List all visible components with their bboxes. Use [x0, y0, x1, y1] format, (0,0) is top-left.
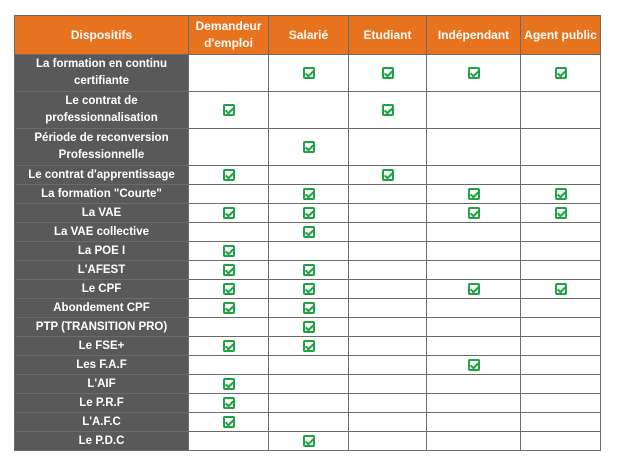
check-square-icon — [303, 302, 315, 314]
table-cell — [349, 92, 427, 129]
table-cell — [269, 413, 349, 432]
table-row — [15, 356, 601, 375]
check-square-icon — [303, 207, 315, 219]
check-square-icon — [382, 104, 394, 116]
table-cell — [189, 413, 269, 432]
table-cell — [427, 261, 521, 280]
table-row — [15, 166, 601, 185]
check-square-icon — [555, 207, 567, 219]
row-label: L'AIF — [15, 375, 189, 394]
table-cell — [189, 55, 269, 92]
table-cell — [189, 166, 269, 185]
table-cell — [521, 204, 601, 223]
row-label: Le contrat de professionnalisation — [15, 92, 189, 129]
column-header-demandeur-emploi: Demandeur d'emploi — [189, 16, 269, 55]
check-square-icon — [303, 435, 315, 447]
check-square-icon — [223, 207, 235, 219]
table-cell — [427, 280, 521, 299]
table-cell — [349, 223, 427, 242]
check-square-icon — [223, 416, 235, 428]
table-cell — [269, 185, 349, 204]
table-cell — [349, 299, 427, 318]
table-cell — [521, 337, 601, 356]
table-cell — [189, 356, 269, 375]
check-square-icon — [303, 321, 315, 333]
table-row — [15, 204, 601, 223]
check-square-icon — [382, 169, 394, 181]
check-square-icon — [303, 188, 315, 200]
check-square-icon — [303, 226, 315, 238]
table-cell — [269, 223, 349, 242]
check-square-icon — [468, 67, 480, 79]
table-row — [15, 375, 601, 394]
table-cell — [427, 318, 521, 337]
table-cell — [427, 337, 521, 356]
table-cell — [427, 185, 521, 204]
table-cell — [427, 55, 521, 92]
table-cell — [189, 280, 269, 299]
table-cell — [189, 185, 269, 204]
row-label: L'A.F.C — [15, 413, 189, 432]
table-cell — [349, 261, 427, 280]
table-cell — [427, 223, 521, 242]
table-cell — [349, 280, 427, 299]
row-label: Le contrat d'apprentissage — [15, 166, 189, 185]
table-cell — [521, 92, 601, 129]
table-row — [15, 299, 601, 318]
table-cell — [189, 299, 269, 318]
column-header-independant: Indépendant — [427, 16, 521, 55]
table-cell — [427, 166, 521, 185]
table-row — [15, 129, 601, 166]
table-body — [15, 55, 601, 451]
table-cell — [189, 394, 269, 413]
table-row — [15, 223, 601, 242]
table-cell — [269, 299, 349, 318]
table-cell — [189, 242, 269, 261]
table-cell — [349, 242, 427, 261]
row-label: La VAE — [15, 204, 189, 223]
row-label: Le FSE+ — [15, 337, 189, 356]
table-cell — [269, 242, 349, 261]
table-cell — [349, 185, 427, 204]
check-square-icon — [223, 378, 235, 390]
table-cell — [427, 394, 521, 413]
table-row — [15, 413, 601, 432]
row-label: Abondement CPF — [15, 299, 189, 318]
table-cell — [349, 356, 427, 375]
table-cell — [349, 375, 427, 394]
table-row — [15, 55, 601, 92]
check-square-icon — [468, 359, 480, 371]
check-square-icon — [555, 283, 567, 295]
check-square-icon — [223, 169, 235, 181]
table-cell — [269, 394, 349, 413]
check-square-icon — [223, 283, 235, 295]
table-cell — [521, 166, 601, 185]
table-cell — [189, 261, 269, 280]
table-cell — [521, 432, 601, 451]
row-label: La formation "Courte" — [15, 185, 189, 204]
table-cell — [349, 55, 427, 92]
row-label: Le CPF — [15, 280, 189, 299]
column-header-salarie: Salarié — [269, 16, 349, 55]
check-square-icon — [555, 188, 567, 200]
row-label: Période de reconversion Professionnelle — [15, 129, 189, 166]
table-cell — [189, 129, 269, 166]
table-cell — [521, 413, 601, 432]
row-label: L'AFEST — [15, 261, 189, 280]
table-cell — [521, 394, 601, 413]
table-cell — [521, 299, 601, 318]
row-label: Les F.A.F — [15, 356, 189, 375]
column-header-agent-public: Agent public — [521, 16, 601, 55]
check-square-icon — [303, 283, 315, 295]
table-cell — [349, 204, 427, 223]
table-cell — [269, 261, 349, 280]
table-cell — [349, 394, 427, 413]
table-cell — [189, 337, 269, 356]
table-cell — [427, 299, 521, 318]
check-square-icon — [303, 141, 315, 153]
column-header-etudiant: Etudiant — [349, 16, 427, 55]
table-row — [15, 394, 601, 413]
check-square-icon — [223, 104, 235, 116]
table-cell — [269, 55, 349, 92]
table-row — [15, 92, 601, 129]
check-square-icon — [223, 340, 235, 352]
table-cell — [349, 129, 427, 166]
table-cell — [521, 318, 601, 337]
dispositifs-table — [14, 15, 601, 451]
table-cell — [521, 129, 601, 166]
table-cell — [349, 337, 427, 356]
table-row — [15, 242, 601, 261]
check-square-icon — [382, 67, 394, 79]
table-row — [15, 185, 601, 204]
table-cell — [521, 280, 601, 299]
table-cell — [427, 92, 521, 129]
check-square-icon — [223, 302, 235, 314]
table-cell — [427, 356, 521, 375]
check-square-icon — [468, 283, 480, 295]
table-cell — [269, 432, 349, 451]
table-cell — [189, 375, 269, 394]
table-cell — [427, 129, 521, 166]
check-square-icon — [555, 67, 567, 79]
table-cell — [269, 204, 349, 223]
table-cell — [427, 432, 521, 451]
row-label: PTP (TRANSITION PRO) — [15, 318, 189, 337]
table-row — [15, 280, 601, 299]
table-cell — [427, 413, 521, 432]
table-cell — [269, 318, 349, 337]
check-square-icon — [468, 207, 480, 219]
table-cell — [521, 242, 601, 261]
table-row — [15, 318, 601, 337]
row-label: Le P.R.F — [15, 394, 189, 413]
check-square-icon — [223, 397, 235, 409]
table-cell — [269, 356, 349, 375]
table-cell — [269, 129, 349, 166]
table-cell — [269, 166, 349, 185]
table-row — [15, 337, 601, 356]
table-cell — [521, 261, 601, 280]
table-cell — [189, 432, 269, 451]
check-square-icon — [468, 188, 480, 200]
check-square-icon — [223, 245, 235, 257]
check-square-icon — [303, 67, 315, 79]
check-square-icon — [303, 340, 315, 352]
table-cell — [521, 185, 601, 204]
check-square-icon — [223, 264, 235, 276]
table-cell — [269, 337, 349, 356]
table-cell — [189, 318, 269, 337]
table-cell — [189, 92, 269, 129]
row-label: La VAE collective — [15, 223, 189, 242]
table-cell — [427, 204, 521, 223]
column-header-dispositifs: Dispositifs — [15, 16, 189, 55]
table-cell — [521, 375, 601, 394]
table-cell — [521, 55, 601, 92]
table-cell — [269, 280, 349, 299]
table-row — [15, 432, 601, 451]
table-cell — [349, 413, 427, 432]
table-cell — [349, 432, 427, 451]
check-square-icon — [303, 264, 315, 276]
table-cell — [349, 318, 427, 337]
row-label: Le P.D.C — [15, 432, 189, 451]
table-cell — [427, 375, 521, 394]
table-cell — [521, 356, 601, 375]
table-cell — [269, 92, 349, 129]
table-row — [15, 261, 601, 280]
table-cell — [427, 242, 521, 261]
table-cell — [269, 375, 349, 394]
table-cell — [521, 223, 601, 242]
header-row — [15, 16, 601, 55]
table-cell — [189, 204, 269, 223]
table-cell — [349, 166, 427, 185]
row-label: La POE I — [15, 242, 189, 261]
table-cell — [189, 223, 269, 242]
row-label: La formation en continu certifiante — [15, 55, 189, 92]
